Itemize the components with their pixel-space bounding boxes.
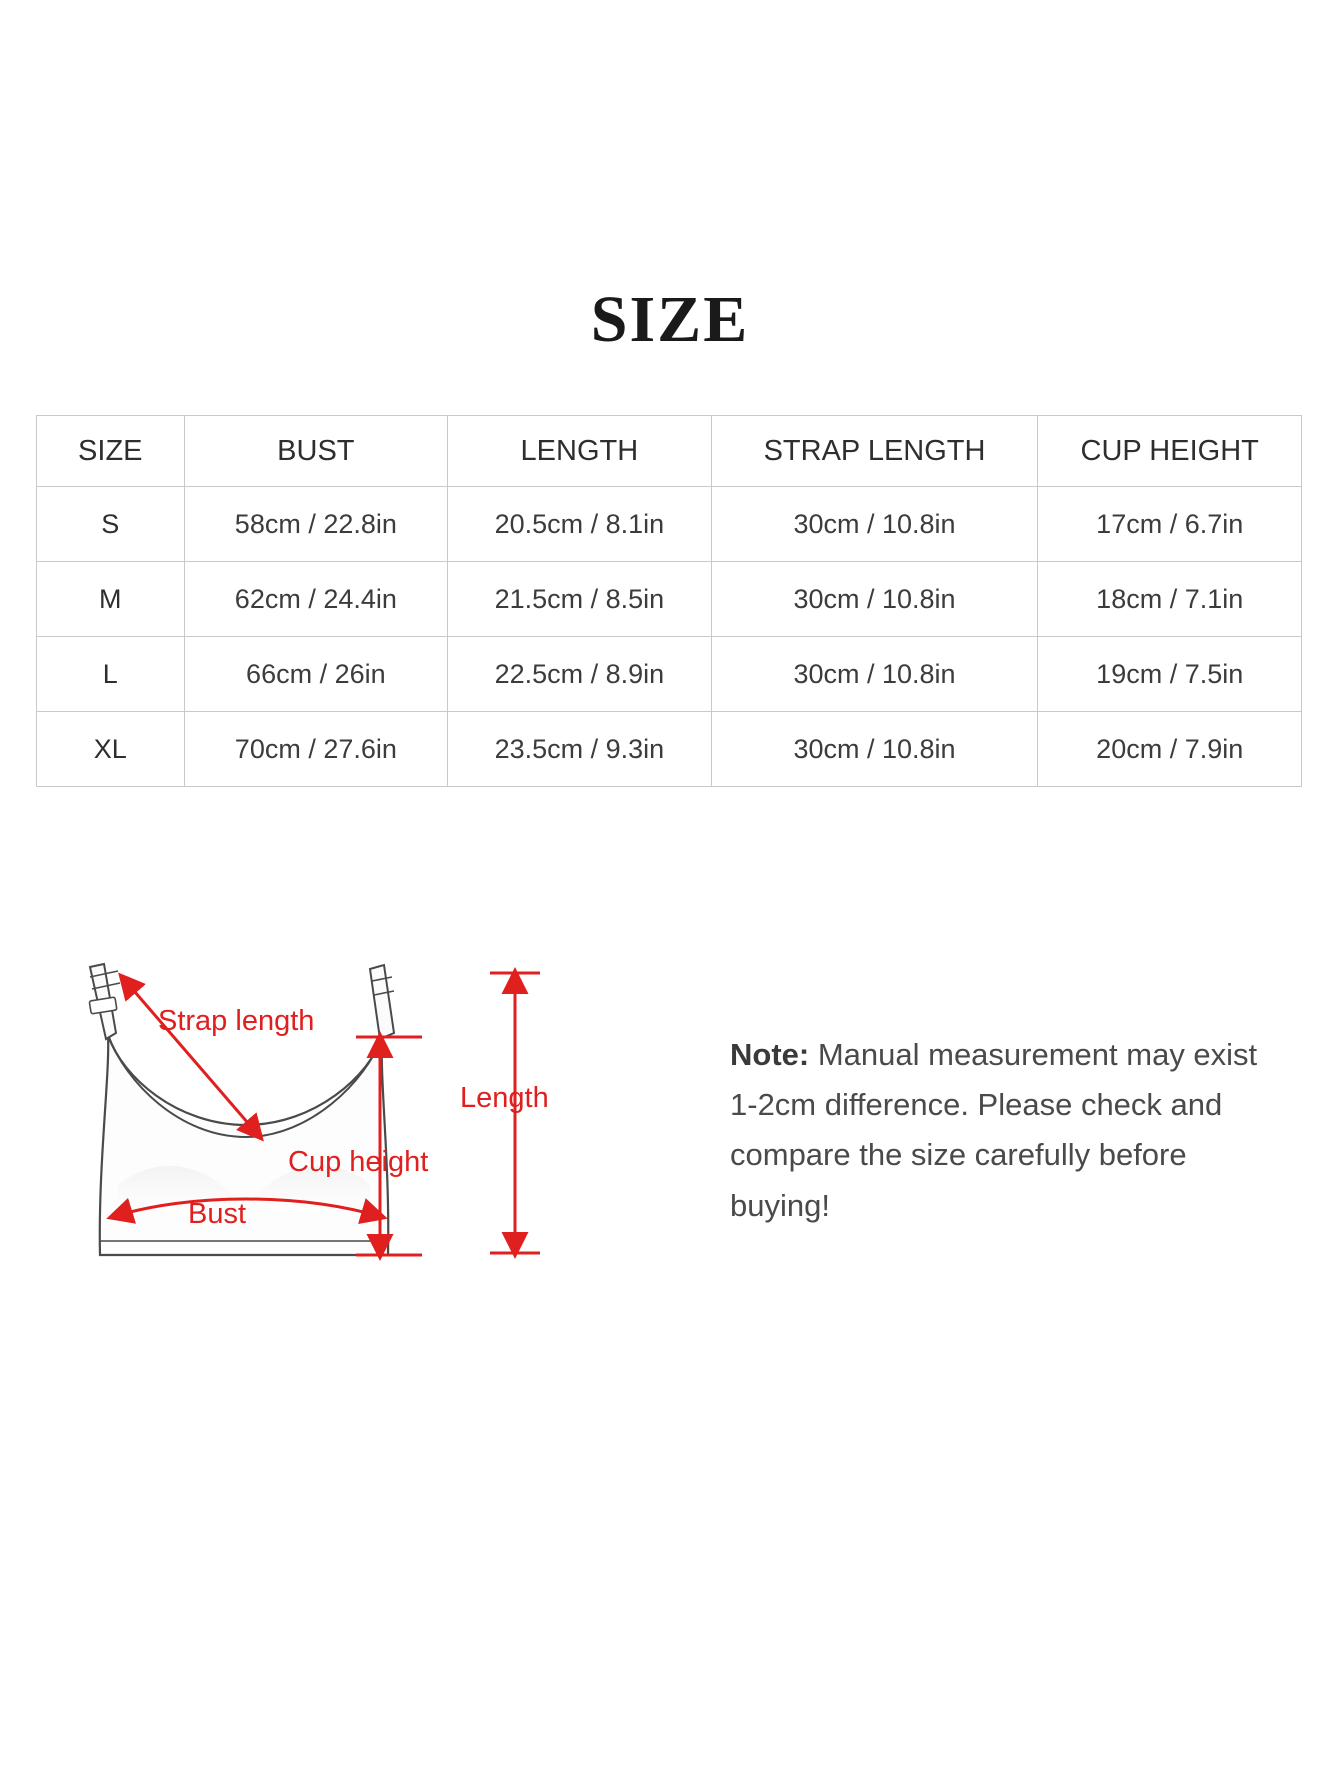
column-header-length: LENGTH xyxy=(448,416,712,487)
cell-cup: 18cm / 7.1in xyxy=(1038,562,1302,637)
cell-strap: 30cm / 10.8in xyxy=(711,487,1038,562)
cell-bust: 70cm / 27.6in xyxy=(184,712,448,787)
column-header-strap-length: STRAP LENGTH xyxy=(711,416,1038,487)
table-row xyxy=(37,562,1302,637)
cell-size: L xyxy=(37,637,185,712)
table-header-row xyxy=(37,416,1302,487)
table-row xyxy=(37,712,1302,787)
cell-bust: 66cm / 26in xyxy=(184,637,448,712)
cell-length: 23.5cm / 9.3in xyxy=(448,712,712,787)
label-length: Length xyxy=(460,1082,549,1114)
column-header-cup-height: CUP HEIGHT xyxy=(1038,416,1302,487)
label-cup-height: Cup height xyxy=(288,1146,429,1178)
cell-cup: 20cm / 7.9in xyxy=(1038,712,1302,787)
cell-length: 20.5cm / 8.1in xyxy=(448,487,712,562)
cell-cup: 17cm / 6.7in xyxy=(1038,487,1302,562)
note-text: Manual measurement may exist 1-2cm difference. Please check and compare the size carefully before buying! xyxy=(730,1037,1258,1223)
cell-size: XL xyxy=(37,712,185,787)
label-bust: Bust xyxy=(188,1198,247,1230)
cell-strap: 30cm / 10.8in xyxy=(711,712,1038,787)
cell-strap: 30cm / 10.8in xyxy=(711,637,1038,712)
column-header-bust: BUST xyxy=(184,416,448,487)
table-row xyxy=(37,487,1302,562)
page-title: SIZE xyxy=(590,283,750,356)
cell-size: S xyxy=(37,487,185,562)
cell-length: 22.5cm / 8.9in xyxy=(448,637,712,712)
table-row xyxy=(37,637,1302,712)
label-strap-length: Strap length xyxy=(158,1005,315,1037)
note-label: Note: xyxy=(730,1037,810,1072)
cell-size: M xyxy=(37,562,185,637)
cell-bust: 58cm / 22.8in xyxy=(184,487,448,562)
cell-bust: 62cm / 24.4in xyxy=(184,562,448,637)
cell-cup: 19cm / 7.5in xyxy=(1038,637,1302,712)
cell-length: 21.5cm / 8.5in xyxy=(448,562,712,637)
column-header-size: SIZE xyxy=(37,416,185,487)
size-chart-table xyxy=(36,415,1302,787)
measurement-note xyxy=(730,1030,1290,1231)
cell-strap: 30cm / 10.8in xyxy=(711,562,1038,637)
measurement-diagram xyxy=(70,955,710,1385)
measure-length xyxy=(460,973,549,1253)
